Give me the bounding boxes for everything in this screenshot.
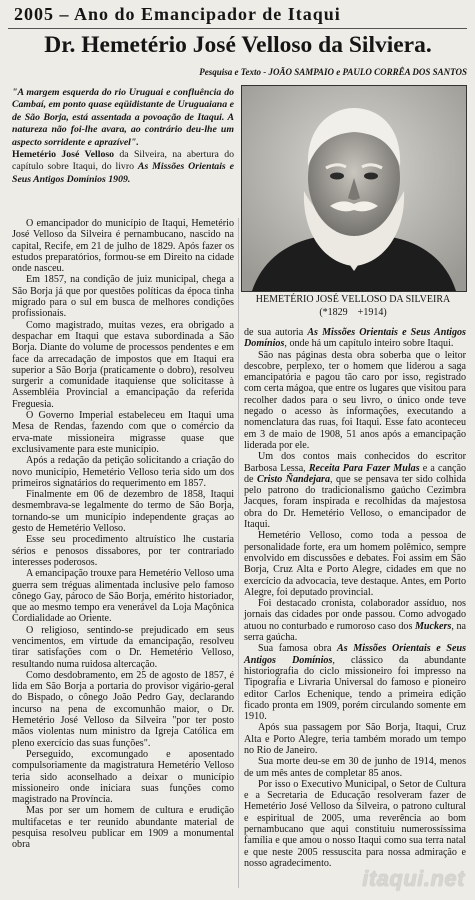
book-title: As Missões Orientais e Seus Antigos Domínios <box>244 327 466 350</box>
paragraph: Sua morte deu-se em 30 de junho de 1914, menos de um mês antes de completar 85 anos. <box>244 756 466 779</box>
left-column <box>12 218 234 851</box>
text: Sua famosa obra <box>258 643 338 655</box>
intro-book: As Missões Orientais e Seus Antigos Domínios 1909. <box>12 161 234 185</box>
book-title: As Missões Orientais e Seus Antigos Domínios <box>244 643 466 666</box>
right-column <box>244 327 466 869</box>
paragraph: O Governo Imperial estabeleceu em Itaqui uma Mesa de Rendas, fazendo com que o comércio da erva-mate missioneira migrasse quase que exclusivamente para este município. <box>12 410 234 455</box>
paragraph: Após sua passagem por São Borja, Itaqui, Cruz Alta e Porto Alegre, teria também morado um tempo no Rio de Janeiro. <box>244 722 466 756</box>
caption-name: HEMETÉRIO JOSÉ VELLOSO DA SILVEIRA <box>255 294 451 305</box>
text: , que se pensava ter sido colhida pelo patrono do tradicionalismo gaúcho Cezimbra Jacques, foram inspirada e recolhidas da majestosa obra do Dr. Hemetério Velloso, o emancipador de Itaqui. <box>244 473 466 531</box>
intro-quote: "A margem esquerda do rio Uruguai e confluência do Cambaí, em ponto quase eqüidistante de Uruguaiana e de São Borja, está assentada a povoação de Itaqui. A natureza não foi-lhe avara, ao contrário deu-lhe um aspecto sorridente e aprazível". <box>12 87 234 148</box>
paragraph <box>244 327 466 350</box>
portrait-caption <box>241 293 465 319</box>
text: de sua autoria <box>244 327 308 338</box>
intro-text: da Silveira, na abertura do capítulo sobre Itaqui, do livro <box>12 149 234 173</box>
paragraph: Hemetério Velloso, como toda a pessoa de personalidade forte, era um homem polêmico, sempre envolvido em discussões e debates. Foi assim em São Borja, Cruz Alta e Porto Alegre, cidades em que no exercício da advocacia, teve destaque. Antes, em Porto Alegre, foi deputado provincial. <box>244 530 466 598</box>
story-title: Receita Para Fazer Mulas <box>308 462 420 474</box>
intro-attribution <box>12 149 234 186</box>
text: , clássico da abundante historiografia do ciclo missioneiro foi impresso na Tipografia e Livraria Universal do famoso e pioneiro editor Carlos Echenique, tendo a primeira edição ficado pronta em 1909, porém circulando somente em 1910. <box>244 654 466 723</box>
text: Um dos contos mais conhecidos do escritor Barbosa Lessa, <box>244 451 466 474</box>
paragraph <box>244 451 466 530</box>
portrait-photo <box>241 85 467 292</box>
paragraph: Mas por ser um homem de cultura e erudição multifacetas e ter reunido abundante material de pesquisa resolveu publicar em 1909 a monumental obra <box>12 805 234 851</box>
text: e a canção de <box>244 462 466 485</box>
paragraph <box>244 643 466 722</box>
song-title: Cristo Ñandejara <box>257 473 331 485</box>
paragraph: Finalmente em 06 de dezembro de 1858, Itaqui desmembrava-se legalmente do termo de São Borja, tornando-se um município independente graças ao gesto de Hemetério Velloso. <box>12 489 234 535</box>
intro-block <box>12 87 234 186</box>
case-name: Muckers <box>414 620 452 632</box>
paragraph: O emancipador do município de Itaqui, Hemetério José Velloso da Silveira é pernambucano, nascido na capital, Recife, em 21 de julho de 1829. Após fazer os estudos preparatórios, formou-se em Direito na cidade onde nasceu. <box>12 218 234 275</box>
paragraph: Como magistrado, muitas vezes, era obrigado a despachar em Itaqui que estava subordinada a São Borja. Diante do volume de processos pendentes e em face da arrecadação de impostos que em Itaqui era superior a São Borja (praticamente o dobro), resolveu surgerir a comunidade itaquiense que solicitasse à Assembléia Provincial a emancipação da referida Freguesia. <box>12 319 234 410</box>
text: Foi destacado cronista, colaborador assíduo, nos jornais das cidades por onde passou. Como advogado atuou no conturbado e rumoroso caso dos <box>244 598 466 632</box>
paragraph: Esse seu procedimento altruístico lhe custaria sérios e penosos dissabores, por ter contrariado interesses poderosos. <box>12 534 234 568</box>
portrait-image <box>242 86 466 291</box>
caption-dates: (*1829 +1914) <box>319 307 387 318</box>
author-credit: Pesquisa e Texto - JOÃO SAMPAIO e PAULO CORRÊA DOS SANTOS <box>199 67 467 77</box>
paragraph: Por isso o Executivo Municipal, o Setor de Cultura e a Secretaria de Educação resolveram fazer de Hemetério José Velloso da Silveira, o patrono cultural e espiritual de 2005, uma reverência ao bom pernambucano que aqui constituiu numerossíssima família e que amou o nosso Itaqui como sua terra natal e que neste 2005 ressuscita para nossa admiração e nosso agradecimento. <box>244 778 466 869</box>
divider <box>8 28 467 29</box>
intro-name: Hemetério José Velloso <box>12 149 115 161</box>
paragraph: Após a redação da petição solicitando a criação do novo município, Hemetério Velloso teria sido um dos primeiros signatários do requerimento em 1857. <box>12 455 234 489</box>
top-band-text: 2005 – Ano do Emancipador de Itaqui <box>14 4 341 24</box>
site-watermark: itaqui.net <box>362 866 465 891</box>
paragraph: São nas páginas desta obra soberba que o leitor descobre, perplexo, ter o homem que liderou a saga emancipatória e pagou tão caro por isso, registrado com certa mágoa, que entre os lugares que visitou para recolher dados para o seu livro, o único onde teve negado o acesso às informações, executando a nomenclatura das ruas, foi Itaqui. Esse fato aconteceu em 3 de maio de 1908, 51 anos após a emancipação liderada por ele. <box>244 349 466 451</box>
text: , na serra gaúcha. <box>244 620 466 644</box>
paragraph: Em 1857, na condição de juiz municipal, chega a São Borja já que por questões políticas da época tinha migrado para o sul em busca de melhores condições profissionais. <box>12 274 234 320</box>
column-divider <box>238 218 239 888</box>
paragraph <box>244 598 466 643</box>
paragraph: A emancipação trouxe para Hemetério Velloso uma guerra sem tréguas alimentada inclusive pelo famoso cônego Gay, pároco de São Borja, emérito historiador, que ao mesmo tempo era venerável da Loja Maçônica Cordialidade ao Oriente. <box>12 568 234 625</box>
paragraph: Como desdobramento, em 25 de agosto de 1857, é lida em São Borja a portaria do provisor vigário-geral do Bispado, o cônego João Pedro Gay, declarando incurso na pena de excomunhão maior, o Dr. Hemetério José Velloso da Silveira "por ter posto mãos violentas num ministro da Igreja Católica em pleno exercício das suas funções". <box>12 669 234 749</box>
top-band-title <box>14 4 460 26</box>
text: , onde há um capítulo inteiro sobre Itaqui. <box>284 338 454 350</box>
page-title: Dr. Hemetério José Velloso da Silviera. <box>44 32 432 58</box>
paragraph: Perseguido, excomungado e aposentado compulsoriamente da magistratura Hemetério Velloso teria sido aconselhado a deixar o município missioneiro onde iniciara suas funções como magistrado na Província. <box>12 748 234 806</box>
paragraph: O religioso, sentindo-se prejudicado em seus vencimentos, em virtude da emancipação, resolveu tirar satisfações com o Dr. Hemetério Velloso, resultando numa ruidosa altercação. <box>12 624 234 670</box>
